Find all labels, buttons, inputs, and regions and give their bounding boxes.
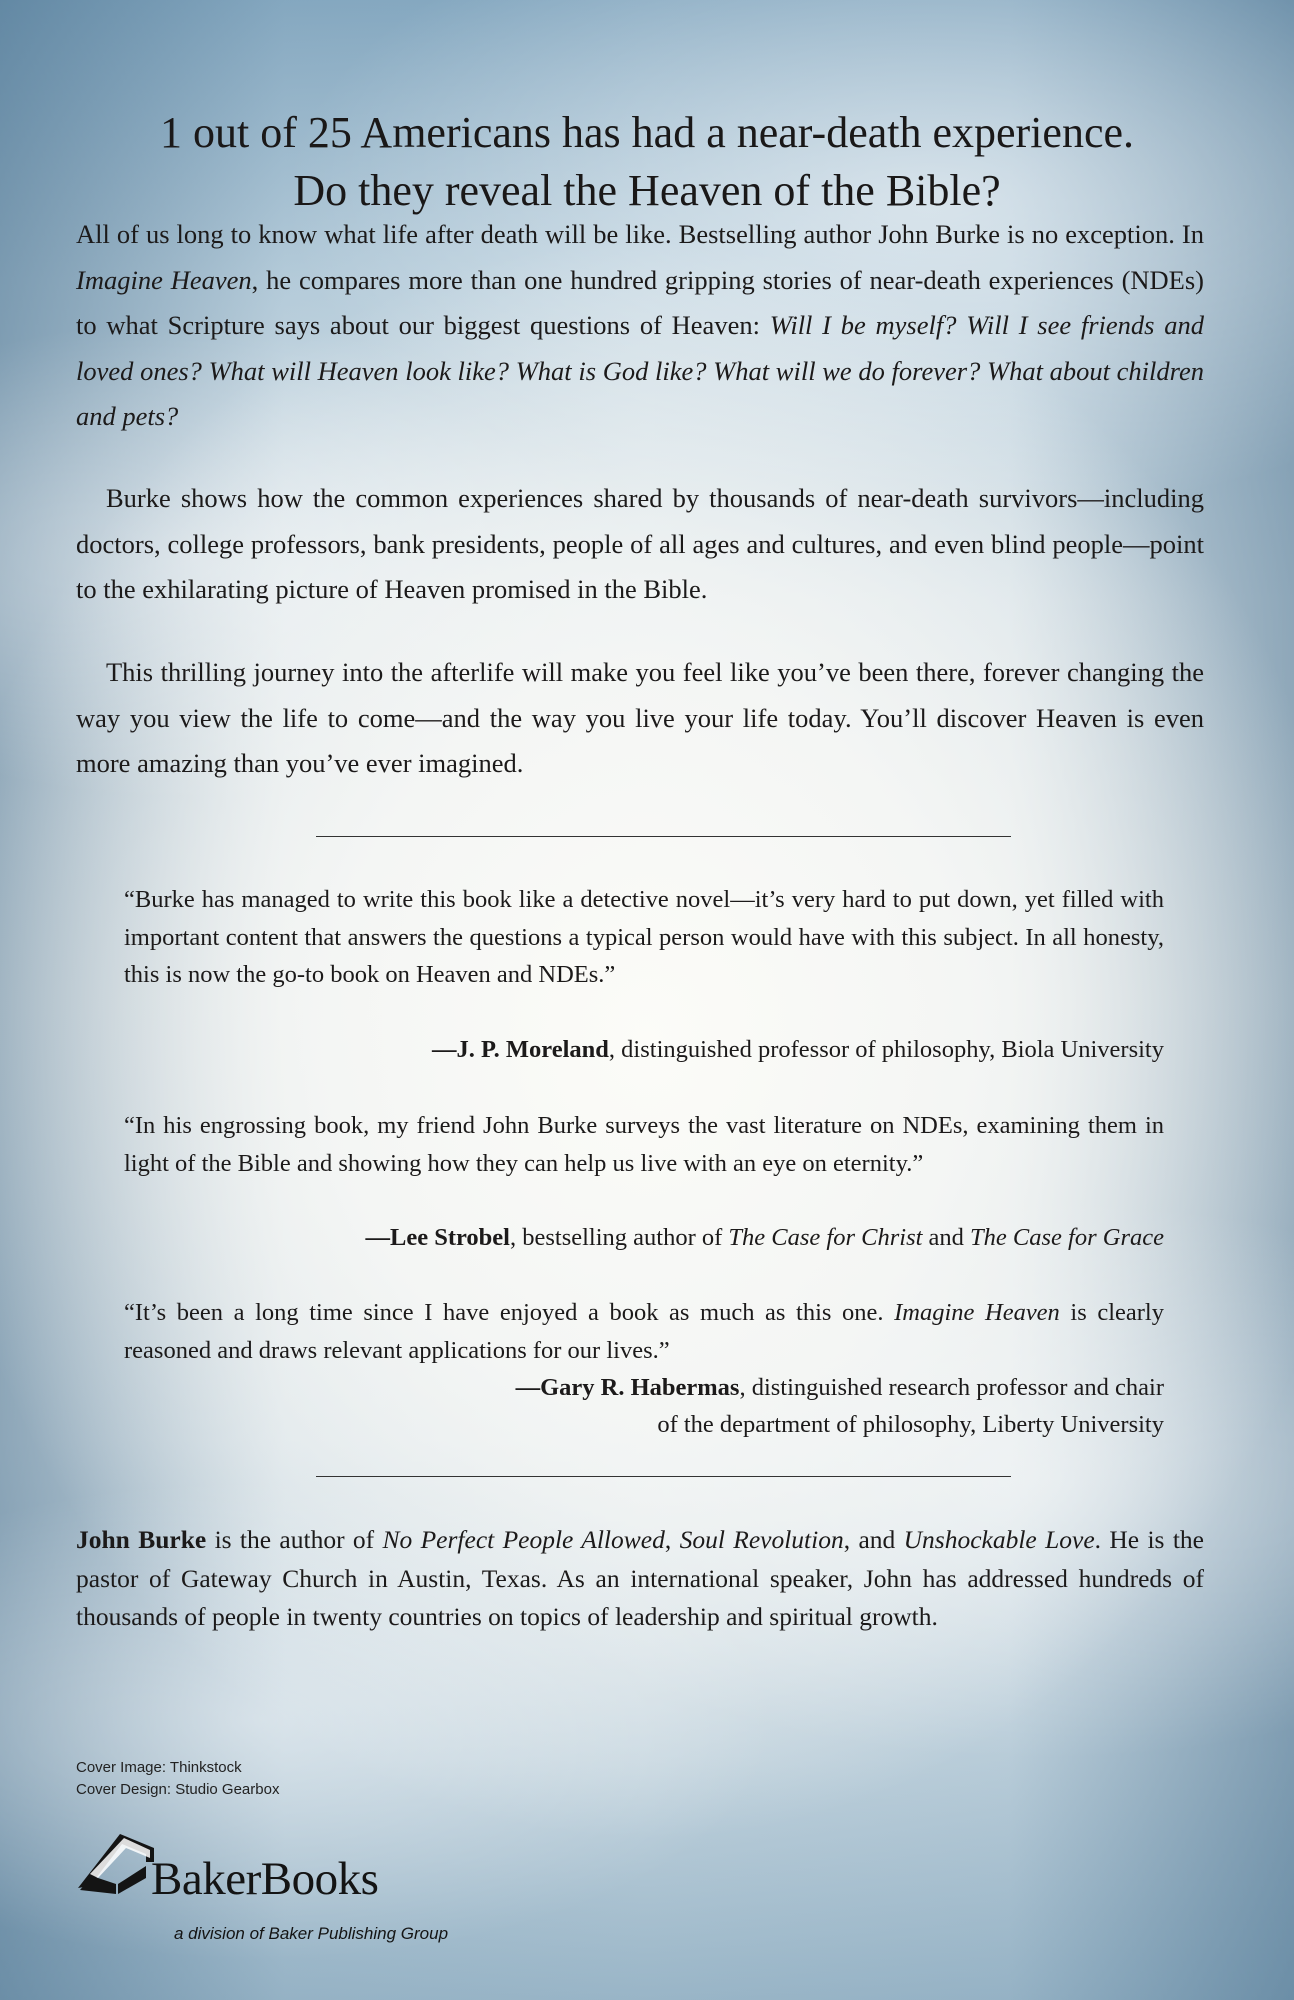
endorsement-quote-3a: “It’s been a long time since I have enjoyed a book as much as this one. <box>124 1299 895 1326</box>
endorsement-quote-3 <box>124 1294 1164 1369</box>
endorser-name-3: —Gary R. Habermas <box>515 1374 740 1401</box>
endorser-title-3a: , distinguished research professor and chair <box>739 1374 1164 1401</box>
endorsement-quote-3b: is clearly reasoned and draws relevant applications for our lives.” <box>124 1299 1164 1364</box>
divider-top <box>316 836 1011 837</box>
headline <box>0 104 1294 220</box>
intro-questions: Will I be myself? Will I see friends and loved ones? What will Heaven look like? What is God like? What will we do forever? What about children and pets? <box>76 310 1204 431</box>
cover-design-credit: Cover Design: Studio Gearbox <box>76 1781 280 1798</box>
bio-text-3: , and <box>843 1525 904 1554</box>
bio-text-1: is the author of <box>206 1525 383 1554</box>
intro-paragraph <box>76 212 1204 440</box>
endorsement-quote-3-book: Imagine Heaven <box>894 1299 1060 1326</box>
bio-book-2: Soul Revolution <box>679 1525 844 1554</box>
endorsement-attribution-3 <box>516 1369 1164 1407</box>
endorsement-quote-2: “In his engrossing book, my friend John Burke surveys the vast literature on NDEs, examining them in light of the Bible and showing how they can help us live with an eye on eternity.” <box>124 1112 1164 1177</box>
publisher-tagline: a division of Baker Publishing Group <box>174 1924 449 1943</box>
headline-line-1: 1 out of 25 Americans has had a near-death experience. <box>159 108 1135 157</box>
bio-book-3: Unshockable Love <box>903 1525 1095 1554</box>
intro-book-title: Imagine Heaven <box>76 264 252 295</box>
author-name: John Burke <box>76 1525 207 1554</box>
endorsement-attribution-1 <box>432 1031 1164 1069</box>
bio-text-2: , <box>664 1525 680 1554</box>
endorser-name-1: —J. P. Moreland <box>431 1036 609 1063</box>
publisher-logo-text: BakerBooks <box>151 1853 379 1905</box>
author-bio <box>76 1521 1204 1637</box>
endorser-title-2a: , bestselling author of <box>510 1224 729 1251</box>
intro-text-2: , he compares more than one hundred gripping stories of near-death experiences (NDEs) to what Scripture says about our biggest questions of Heaven: <box>76 264 1205 340</box>
endorser-title-2b: and <box>922 1224 971 1251</box>
bio-text-4: . He is the pastor of Gateway Church in Austin, Texas. As an international speaker, John has addressed hundreds of thousands of people in twenty countries on topics of leadership and spiritual growth. <box>76 1525 1204 1631</box>
endorser-book-2b: The Case for Grace <box>970 1224 1164 1251</box>
endorser-title-3b: of the department of philosophy, Liberty University <box>657 1411 1164 1438</box>
bio-book-1: No Perfect People Allowed <box>382 1525 665 1554</box>
endorsement-attribution-2 <box>366 1219 1165 1257</box>
intro-text-1: All of us long to know what life after death will be like. Bestselling author John Burke is no exception. In <box>76 219 1204 249</box>
divider-bottom <box>316 1476 1011 1477</box>
paragraph-2: Burke shows how the common experiences shared by thousands of near-death survivors—including doctors, college professors, bank presidents, people of all ages and cultures, and even blind people—point to the exhilarating picture of Heaven promised in the Bible. <box>76 483 1204 604</box>
cover-image-credit: Cover Image: Thinkstock <box>76 1759 242 1776</box>
endorser-title-1: , distinguished professor of philosophy, Biola University <box>608 1036 1164 1063</box>
book-icon <box>76 1830 160 1896</box>
paragraph-3: This thrilling journey into the afterlife will make you feel like you’ve been there, forever changing the way you view the life to come—and the way you live your life today. You’ll discover Heaven is even more amazing than you’ve ever imagined. <box>76 657 1204 778</box>
headline-line-2: Do they reveal the Heaven of the Bible? <box>293 166 1001 215</box>
endorsement-quote-1: “Burke has managed to write this book like a detective novel—it’s very hard to put down, yet filled with important content that answers the questions a typical person would have with this subject. In all honesty, this is now the go-to book on Heaven and NDEs.” <box>124 886 1164 988</box>
endorser-book-2a: The Case for Christ <box>728 1224 923 1251</box>
endorser-name-2: —Lee Strobel <box>365 1224 510 1251</box>
